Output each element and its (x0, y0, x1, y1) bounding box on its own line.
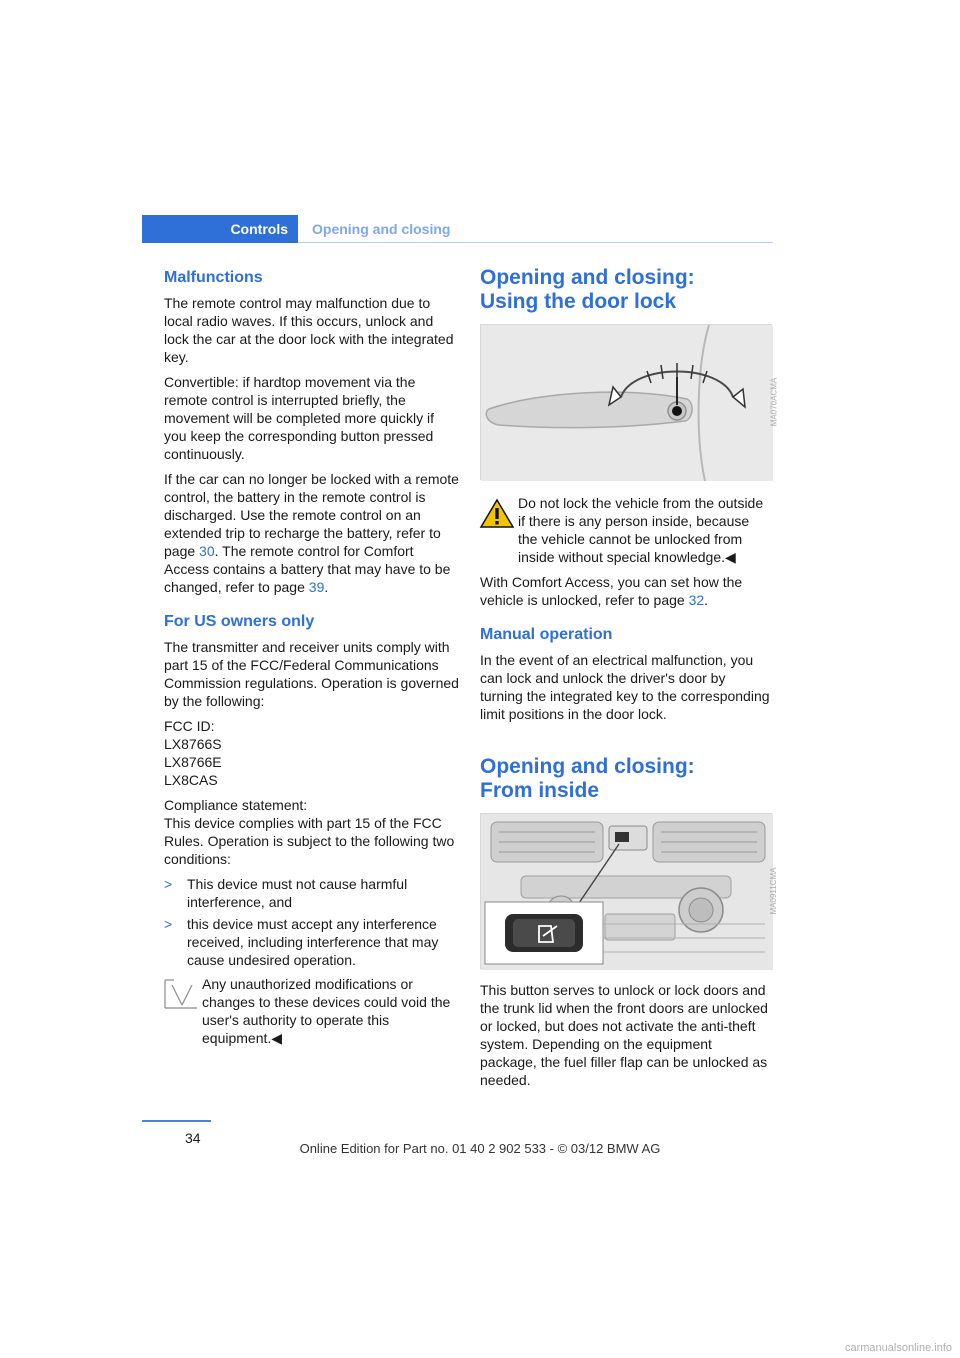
compliance-label: Compliance statement: (164, 797, 308, 813)
chapter-tab-label: Controls (230, 221, 288, 237)
compliance-text: This device complies with part 15 of the FCC Rules. Operation is subject to the following two conditions: (164, 815, 455, 867)
list-item: > this device must accept any interference received, including interference that may cause undesired operation. (164, 916, 439, 968)
fcc-id-item: LX8766E (164, 754, 222, 770)
malfunctions-paragraph-1: The remote control may malfunction due to local radio waves. If this occurs, unlock and lock the car at the door lock with the integrated key. (164, 295, 454, 365)
fcc-id-item: LX8CAS (164, 772, 218, 788)
door-lock-figure (480, 324, 778, 480)
dashboard-illustration (481, 814, 773, 970)
page-link-30[interactable]: 30 (199, 543, 215, 559)
page-link-39[interactable]: 39 (308, 579, 325, 595)
fcc-id-block (164, 717, 460, 789)
list-marker: > (164, 916, 173, 932)
conditions-list (164, 875, 460, 969)
list-item: > This device must not cause harmful interference, and (164, 876, 408, 910)
malfunctions-heading: Malfunctions (164, 269, 263, 286)
section-title: Opening and closing (312, 221, 451, 237)
fcc-id-label: FCC ID: (164, 718, 215, 734)
page-number: 34 (185, 1130, 201, 1146)
door-handle-illustration (481, 325, 773, 481)
footer-text: Online Edition for Part no. 01 40 2 902 533 - © 03/12 BMW AG (299, 1141, 661, 1156)
malfunctions-paragraph-3: If the car can no longer be locked with a remote control, the battery in the remote control is discharged. Use the remote control on an extended trip to recharge the battery, refer to page 30. The remote control for Comfort Access contains a battery that may have to be changed, refer to page 39. (164, 471, 459, 595)
comfort-battery-text: . The remote control for Comfort Access contains a battery that may have to be changed, refer to page (164, 543, 451, 595)
left-column (164, 268, 460, 1054)
page-link-32[interactable]: 32 (688, 592, 705, 608)
comfort-access-paragraph: With Comfort Access, you can set how the vehicle is unlocked, refer to page 32. (480, 574, 743, 608)
note-text: Any unauthorized modifications or changes to these devices could void the user's authority to operate this equipment. (202, 976, 451, 1046)
page-number-rule (142, 1120, 211, 1122)
header-divider (298, 242, 773, 243)
from-inside-heading: Opening and closing: From inside (480, 755, 695, 802)
note-arrow-icon (164, 979, 198, 1009)
fcc-paragraph: The transmitter and receiver units comply with part 15 of the FCC/Federal Communications Commission regulations. Operation is governed by the following: (164, 639, 459, 709)
end-mark: ◀ (725, 549, 736, 565)
warning-text: Do not lock the vehicle from the outside if there is any person inside, because the vehicle cannot be unlocked from inside without special knowledge. (518, 495, 764, 565)
manual-operation-heading: Manual operation (480, 626, 613, 643)
warning-block (480, 494, 772, 566)
figure-code: MA070ACMA (769, 377, 778, 427)
us-owners-heading: For US owners only (164, 613, 315, 630)
watermark: carmanualsonline.info (844, 1342, 952, 1354)
fcc-id-item: LX8766S (164, 736, 222, 752)
note-block (164, 975, 460, 1047)
compliance-block (164, 796, 460, 868)
manual-operation-text: In the event of an electrical malfunction, you can lock and unlock the driver's door by turning the integrated key to the corresponding limit positions in the door lock. (480, 652, 770, 722)
malfunctions-paragraph-2: Convertible: if hardtop movement via the remote control is interrupted briefly, the movement will be completed more quickly if you keep the corresponding button pressed continuously. (164, 374, 434, 462)
warning-triangle-icon (480, 498, 514, 528)
battery-text: If the car can no longer be locked with a remote control, the battery in the remote control is discharged. Use the remote control on an extended trip to recharge the battery, refer to page (164, 471, 459, 559)
door-lock-heading: Opening and closing: Using the door lock (480, 266, 695, 313)
end-mark: ◀ (271, 1030, 283, 1046)
right-column (480, 266, 778, 1096)
button-description: This button serves to unlock or lock doors and the trunk lid when the front doors are unlocked or locked, but does not activate the anti-theft system. Depending on the equipment package, the fuel filler flap can be unlocked as needed. (480, 982, 768, 1088)
figure-code: MA0911CMA (769, 867, 778, 915)
chapter-tab (142, 215, 298, 243)
list-marker: > (164, 876, 173, 892)
interior-button-figure (480, 813, 778, 969)
